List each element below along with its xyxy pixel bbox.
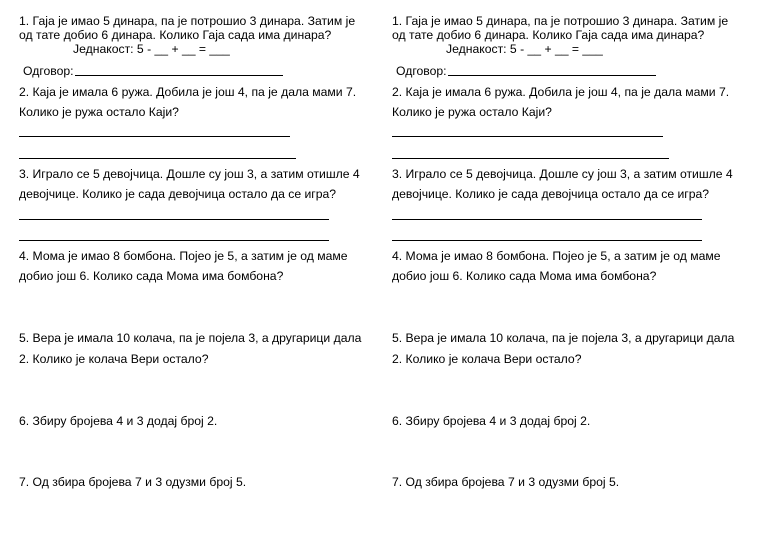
problem-2-answer-line-2[interactable]	[19, 158, 296, 159]
problem-3-answer-line-1[interactable]	[392, 219, 702, 220]
problem-1-equation: Једнакост: 5 - __ + __ = ___	[73, 42, 230, 56]
problem-5-line-2: 2. Колико је колача Вери остало?	[392, 352, 582, 366]
problem-2-line-2: Колико је ружа остало Каји?	[392, 105, 552, 119]
problem-6: 6. Збиру бројева 4 и 3 додај број 2.	[392, 414, 591, 428]
problem-1-line-1: 1. Гаја је имао 5 динара, па је потрошио 3 динара. Затим је	[19, 14, 356, 28]
problem-3-answer-line-2[interactable]	[19, 240, 329, 241]
problem-4-line-2: добио још 6. Колико сада Мома има бомбона?	[19, 269, 284, 283]
problem-2-line-1: 2. Каја је имала 6 ружа. Добила је још 4, па је дала мами 7.	[19, 85, 357, 99]
problem-3-answer-line-2[interactable]	[392, 240, 702, 241]
problem-1-equation: Једнакост: 5 - __ + __ = ___	[446, 42, 603, 56]
problem-2-answer-line-2[interactable]	[392, 158, 669, 159]
problem-1-answer-label: Одговор:	[23, 64, 74, 78]
problem-1-answer-label: Одговор:	[396, 64, 447, 78]
problem-1-line-2: од тате добио 6 динара. Колико Гаја сада има динара?	[392, 28, 705, 42]
problem-4-line-2: добио још 6. Колико сада Мома има бомбона?	[392, 269, 657, 283]
problem-5-line-2: 2. Колико је колача Вери остало?	[19, 352, 209, 366]
problem-7: 7. Од збира бројева 7 и 3 одузми број 5.	[392, 475, 620, 489]
problem-2-answer-line-1[interactable]	[392, 136, 663, 137]
problem-4-line-1: 4. Мома је имао 8 бомбона. Појео је 5, а затим је од маме	[19, 249, 348, 263]
problem-2-answer-line-1[interactable]	[19, 136, 290, 137]
problem-2-line-2: Колико је ружа остало Каји?	[19, 105, 179, 119]
problem-7: 7. Од збира бројева 7 и 3 одузми број 5.	[19, 475, 247, 489]
problem-1-line-1: 1. Гаја је имао 5 динара, па је потрошио 3 динара. Затим је	[392, 14, 729, 28]
problem-6: 6. Збиру бројева 4 и 3 додај број 2.	[19, 414, 218, 428]
problem-5-line-1: 5. Вера је имала 10 колача, па је појела 3, а другарици дала	[19, 331, 362, 345]
problem-3-line-2: девојчице. Колико је сада девојчица остало да се игра?	[19, 187, 337, 201]
problem-3-line-1: 3. Играло се 5 девојчица. Дошле су још 3, а затим отишле 4	[392, 167, 733, 181]
worksheet-column-right	[392, 0, 752, 543]
problem-4-line-1: 4. Мома је имао 8 бомбона. Појео је 5, а затим је од маме	[392, 249, 721, 263]
problem-1-answer-line[interactable]	[448, 75, 656, 76]
problem-3-answer-line-1[interactable]	[19, 219, 329, 220]
worksheet-column-left	[19, 0, 379, 543]
problem-5-line-1: 5. Вера је имала 10 колача, па је појела 3, а другарици дала	[392, 331, 735, 345]
problem-1-line-2: од тате добио 6 динара. Колико Гаја сада има динара?	[19, 28, 332, 42]
problem-3-line-2: девојчице. Колико је сада девојчица остало да се игра?	[392, 187, 710, 201]
problem-2-line-1: 2. Каја је имала 6 ружа. Добила је још 4, па је дала мами 7.	[392, 85, 730, 99]
problem-3-line-1: 3. Играло се 5 девојчица. Дошле су још 3, а затим отишле 4	[19, 167, 360, 181]
problem-1-answer-line[interactable]	[75, 75, 283, 76]
